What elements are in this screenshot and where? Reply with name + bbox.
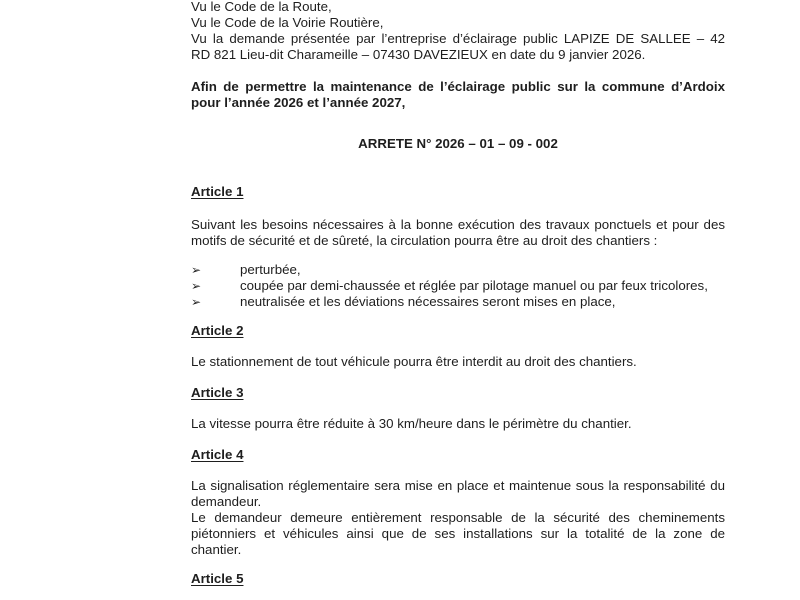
- article-4-line-2: demandeur.: [191, 494, 262, 509]
- bullet-arrow-icon: ➢: [191, 279, 202, 293]
- article-1-line-2: motifs de sécurité et de sûreté, la circulation pourra être au droit des chantiers :: [191, 233, 658, 248]
- article-3-text: La vitesse pourra être réduite à 30 km/heure dans le périmètre du chantier.: [191, 416, 632, 431]
- purpose-line-2: pour l’année 2026 et l’année 2027,: [191, 95, 406, 110]
- article-1-line-1: Suivant les besoins nécessaires à la bonne exécution des travaux ponctuels et pour des: [191, 217, 725, 232]
- article-2-text: Le stationnement de tout véhicule pourra être interdit au droit des chantiers.: [191, 354, 637, 369]
- article-4-line-5: chantier.: [191, 542, 242, 557]
- article-3-heading: Article 3: [191, 385, 244, 400]
- bullet-item-3: neutralisée et les déviations nécessaires seront mises en place,: [240, 294, 616, 309]
- bullet-arrow-icon: ➢: [191, 295, 202, 309]
- decree-title: ARRETE N° 2026 – 01 – 09 - 002: [358, 136, 558, 151]
- article-4-line-1: La signalisation réglementaire sera mise en place et maintenue sous la responsabilité du: [191, 478, 725, 493]
- article-1-heading: Article 1: [191, 184, 244, 199]
- preamble-line-4: RD 821 Lieu-dit Charameille – 07430 DAVEZIEUX en date du 9 janvier 2026.: [191, 47, 646, 62]
- article-4-line-3: Le demandeur demeure entièrement responsable de la sécurité des cheminements: [191, 510, 725, 525]
- article-5-heading: Article 5: [191, 571, 244, 586]
- purpose-line-1: Afin de permettre la maintenance de l’éclairage public sur la commune d’Ardoix: [191, 79, 725, 94]
- preamble-line-3: Vu la demande présentée par l’entreprise d’éclairage public LAPIZE DE SALLEE – 42: [191, 31, 725, 46]
- article-4-line-4: piétonniers et véhicules ainsi que de ses installations sur la totalité de la zone de: [191, 526, 725, 541]
- bullet-item-1: perturbée,: [240, 262, 301, 277]
- article-4-heading: Article 4: [191, 447, 244, 462]
- bullet-arrow-icon: ➢: [191, 263, 202, 277]
- article-2-heading: Article 2: [191, 323, 244, 338]
- preamble-line-2: Vu le Code de la Voirie Routière,: [191, 15, 384, 30]
- bullet-item-2: coupée par demi-chaussée et réglée par pilotage manuel ou par feux tricolores,: [240, 278, 708, 293]
- preamble-line-1: Vu le Code de la Route,: [191, 0, 332, 14]
